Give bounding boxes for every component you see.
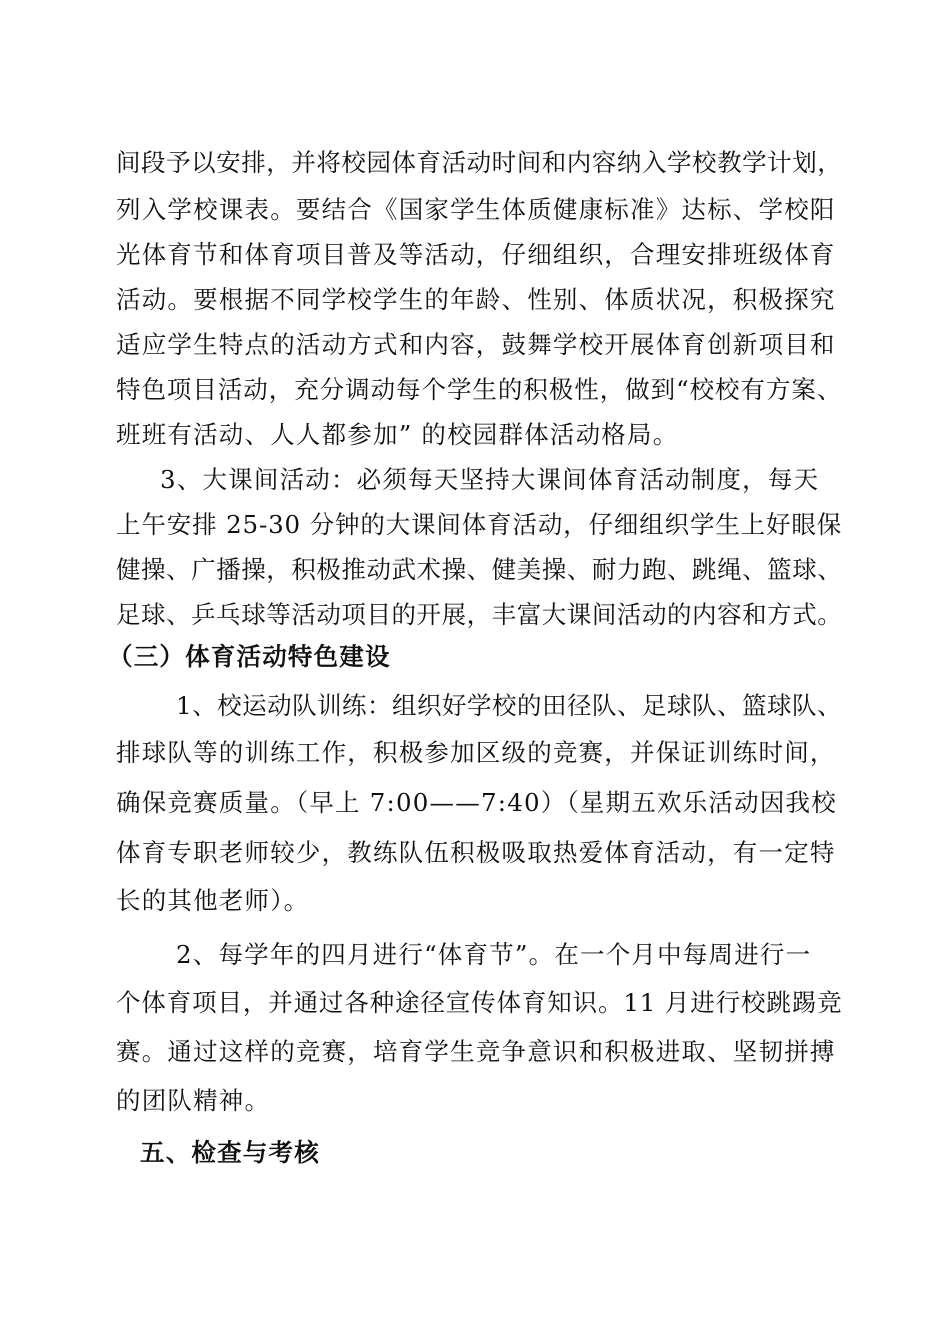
text-line: 特色项目活动，充分调动每个学生的积极性，做到“校校有方案、 xyxy=(116,375,843,404)
text-line: 足球、乒乓球等活动项目的开展，丰富大课间活动的内容和方式。 xyxy=(116,600,843,629)
text-line: 确保竞赛质量。（早上 7:00——7:40）（星期五欢乐活动因我校 xyxy=(116,788,837,817)
text-line: 的团队精神。 xyxy=(116,1086,271,1115)
text-line: 长的其他老师）。 xyxy=(116,886,310,915)
text-line: 1、校运动队训练：组织好学校的田径队、足球队、篮球队、 xyxy=(176,691,842,720)
text-line: 上午安排 25-30 分钟的大课间体育活动，仔细组织学生上好眼保 xyxy=(116,510,843,539)
section-heading: 五、检查与考核 xyxy=(140,1138,320,1167)
text-line: 排球队等的训练工作，积极参加区级的竞赛，并保证训练时间， xyxy=(116,738,836,767)
text-line: 班班有活动、人人都参加” 的校园群体活动格局。 xyxy=(116,420,679,449)
text-line: 活动。要根据不同学校学生的年龄、性别、体质状况，积极探究 xyxy=(116,285,836,314)
section-heading: （三）体育活动特色建设 xyxy=(108,642,391,671)
text-line: 健操、广播操，积极推动武术操、健美操、耐力跑、跳绳、篮球、 xyxy=(116,555,843,584)
text-line: 3、大课间活动：必须每天坚持大课间体育活动制度，每天 xyxy=(160,465,820,494)
text-line: 光体育节和体育项目普及等活动，仔细组织，合理安排班级体育 xyxy=(116,240,836,269)
text-line: 2、每学年的四月进行“体育节”。在一个月中每周进行一 xyxy=(176,940,812,969)
text-line: 间段予以安排，并将校园体育活动时间和内容纳入学校教学计划， xyxy=(116,148,843,177)
text-line: 赛。通过这样的竞赛，培育学生竞争意识和积极进取、坚韧拼搏 xyxy=(116,1037,836,1066)
text-line: 个体育项目，并通过各种途径宣传体育知识。11 月进行校跳踢竞 xyxy=(116,988,843,1017)
text-line: 列入学校课表。要结合《国家学生体质健康标准》达标、学校阳 xyxy=(116,195,836,224)
text-line: 体育专职老师较少，教练队伍积极吸取热爱体育活动，有一定特 xyxy=(116,838,836,867)
text-line: 适应学生特点的活动方式和内容，鼓舞学校开展体育创新项目和 xyxy=(116,330,836,359)
